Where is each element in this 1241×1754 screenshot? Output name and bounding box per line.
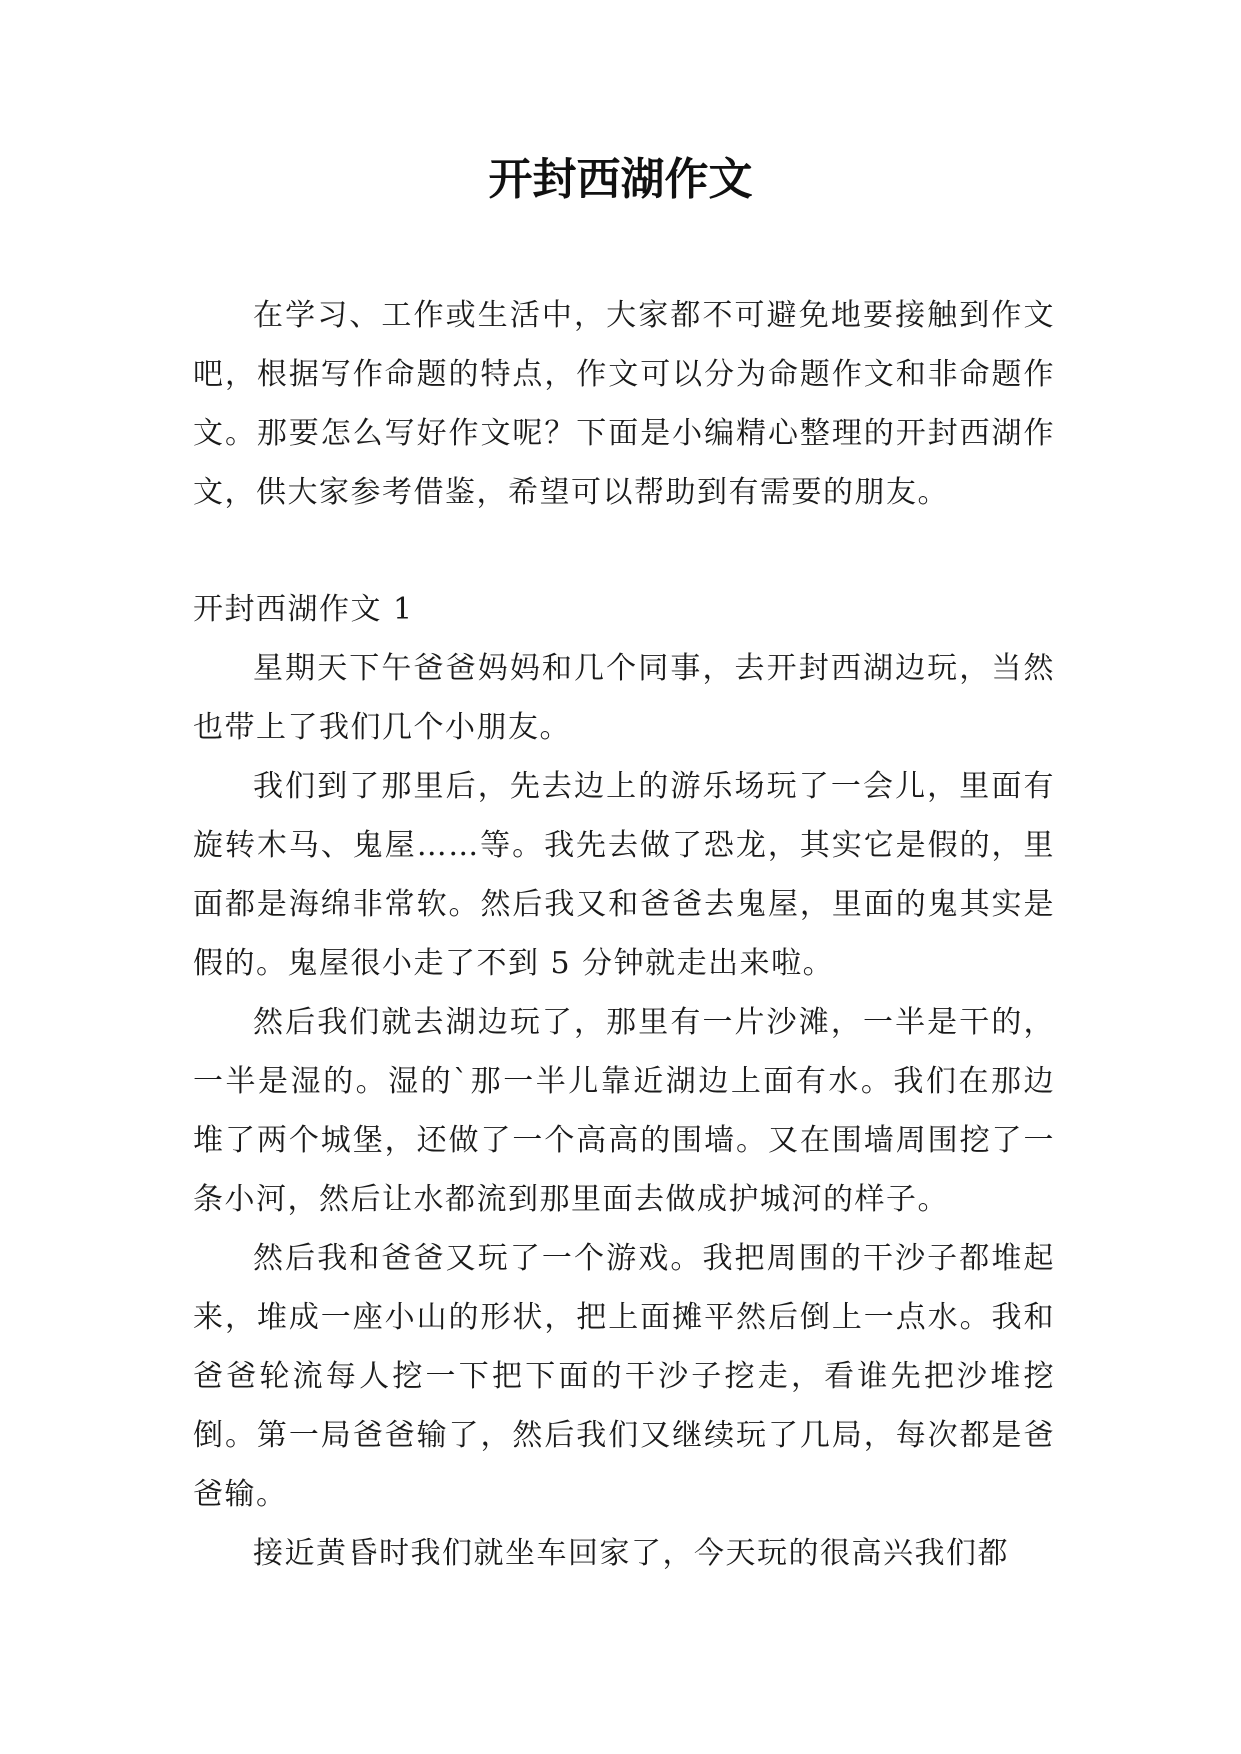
essay-paragraph: 接近黄昏时我们就坐车回家了，今天玩的很高兴我们都 — [253, 1536, 1009, 1571]
essay-section — [193, 580, 1055, 1583]
intro-section — [193, 286, 1055, 522]
section-heading: 开封西湖作文 1 — [193, 592, 414, 627]
document-title: 开封西湖作文 — [488, 154, 753, 205]
intro-paragraph: 在学习、工作或生活中，大家都不可避免地要接触到作文吧，根据写作命题的特点，作文可以分为命题作文和非命题作文。那要怎么写好作文呢？下面是小编精心整理的开封西湖作文，供大家参考借鉴，希望可以帮助到有需要的朋友。 — [193, 298, 1055, 510]
essay-paragraph: 我们到了那里后，先去边上的游乐场玩了一会儿，里面有旋转木马、鬼屋……等。我先去做了恐龙，其实它是假的，里面都是海绵非常软。然后我又和爸爸去鬼屋，里面的鬼其实是假的。鬼屋很小走了不到 5 分钟就走出来啦。 — [193, 769, 1055, 981]
essay-paragraph: 然后我和爸爸又玩了一个游戏。我把周围的干沙子都堆起来，堆成一座小山的形状，把上面摊平然后倒上一点水。我和爸爸轮流每人挖一下把下面的干沙子挖走，看谁先把沙堆挖倒。第一局爸爸输了，然后我们又继续玩了几局，每次都是爸爸输。 — [193, 1241, 1055, 1512]
essay-paragraph: 然后我们就去湖边玩了，那里有一片沙滩，一半是干的，一半是湿的。湿的`那一半儿靠近湖边上面有水。我们在那边堆了两个城堡，还做了一个高高的围墙。又在围墙周围挖了一条小河，然后让水都流到那里面去做成护城河的样子。 — [193, 1005, 1055, 1217]
essay-paragraph: 星期天下午爸爸妈妈和几个同事，去开封西湖边玩，当然也带上了我们几个小朋友。 — [193, 651, 1055, 745]
